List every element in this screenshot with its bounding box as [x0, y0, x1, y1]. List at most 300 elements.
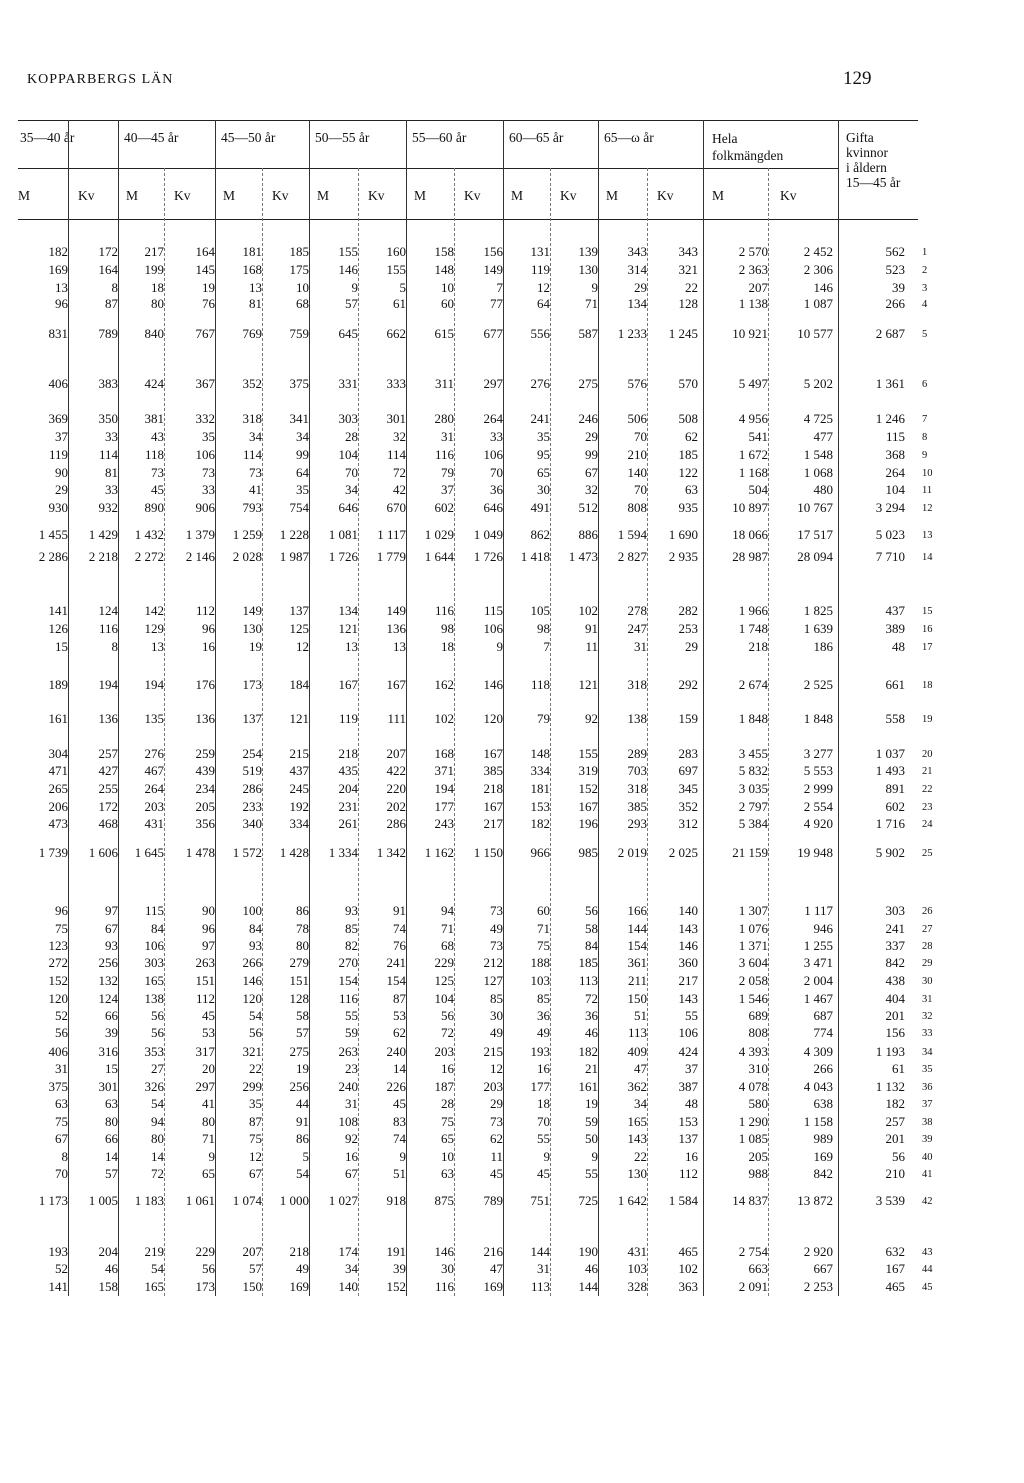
table-cell: 317: [195, 1044, 215, 1059]
row-number: 36: [922, 1082, 933, 1093]
table-cell: 5 202: [803, 376, 833, 391]
table-cell: 808: [627, 500, 647, 515]
table-cell: 1 049: [473, 527, 503, 542]
table-cell: 1 027: [328, 1193, 358, 1208]
table-cell: 49: [296, 1261, 309, 1276]
row-number: 28: [922, 941, 933, 952]
row-number: 17: [922, 642, 933, 653]
sub-heading-m: M: [511, 188, 524, 203]
table-cell: 789: [483, 1193, 503, 1208]
table-cell: 103: [530, 973, 550, 988]
table-cell: 16: [345, 1149, 358, 1164]
row-number: 15: [922, 606, 933, 617]
table-cell: 862: [530, 527, 550, 542]
table-cell: 167: [386, 677, 406, 692]
table-cell: 123: [48, 938, 68, 953]
table-cell: 61: [393, 296, 406, 311]
table-cell: 31: [441, 429, 454, 444]
table-cell: 362: [627, 1079, 647, 1094]
table-cell: 204: [98, 1244, 118, 1259]
table-cell: 102: [434, 711, 454, 726]
table-cell: 2 058: [738, 973, 768, 988]
table-cell: 165: [144, 973, 164, 988]
table-cell: 79: [441, 465, 454, 480]
table-cell: 240: [386, 1044, 406, 1059]
table-cell: 1 290: [738, 1114, 768, 1129]
table-cell: 34: [296, 429, 309, 444]
table-cell: 29: [55, 482, 68, 497]
table-cell: 121: [578, 677, 598, 692]
table-cell: 199: [144, 262, 164, 277]
table-cell: 759: [289, 326, 309, 341]
table-cell: 266: [885, 296, 905, 311]
table-cell: 2 935: [668, 549, 698, 564]
sub-heading-m: M: [606, 188, 619, 203]
table-cell: 103: [627, 1261, 647, 1276]
table-cell: 12: [249, 1149, 262, 1164]
subcolumn-rule: [454, 168, 455, 1296]
table-cell: 11: [585, 639, 598, 654]
table-cell: 264: [483, 411, 503, 426]
table-cell: 8: [61, 1149, 68, 1164]
table-cell: 1 168: [738, 465, 768, 480]
table-cell: 152: [578, 781, 598, 796]
table-cell: 331: [338, 376, 358, 391]
table-cell: 1 606: [88, 845, 118, 860]
table-cell: 1 228: [279, 527, 309, 542]
table-cell: 76: [202, 296, 215, 311]
table-cell: 5 497: [738, 376, 768, 391]
table-cell: 140: [678, 903, 698, 918]
table-cell: 352: [242, 376, 262, 391]
table-cell: 203: [483, 1079, 503, 1094]
table-cell: 12: [490, 1061, 503, 1076]
table-cell: 193: [530, 1044, 550, 1059]
table-cell: 1 193: [875, 1044, 905, 1059]
table-cell: 196: [578, 816, 598, 831]
table-cell: 375: [48, 1079, 68, 1094]
table-cell: 2 272: [134, 549, 164, 564]
table-cell: 51: [634, 1008, 647, 1023]
row-number: 33: [922, 1028, 933, 1039]
table-cell: 12: [296, 639, 309, 654]
table-cell: 4 309: [803, 1044, 833, 1059]
table-cell: 73: [490, 938, 503, 953]
table-cell: 172: [98, 244, 118, 259]
table-cell: 114: [98, 447, 118, 462]
table-cell: 67: [249, 1166, 262, 1181]
table-cell: 3 035: [738, 781, 768, 796]
table-cell: 82: [345, 938, 358, 953]
table-cell: 177: [530, 1079, 550, 1094]
table-cell: 140: [627, 465, 647, 480]
table-cell: 368: [885, 447, 905, 462]
age-group-heading: 65—ω år: [604, 130, 654, 145]
table-cell: 256: [289, 1079, 309, 1094]
sub-heading-m: M: [317, 188, 330, 203]
table-cell: 191: [386, 1244, 406, 1259]
table-cell: 153: [678, 1114, 698, 1129]
table-cell: 148: [530, 746, 550, 761]
table-cell: 1 493: [875, 763, 905, 778]
table-cell: 167: [338, 677, 358, 692]
table-cell: 677: [483, 326, 503, 341]
table-cell: 703: [627, 763, 647, 778]
table-cell: 75: [55, 1114, 68, 1129]
table-cell: 188: [530, 955, 550, 970]
table-cell: 473: [48, 816, 68, 831]
table-cell: 21 159: [732, 845, 768, 860]
table-cell: 155: [386, 262, 406, 277]
table-cell: 99: [585, 447, 598, 462]
table-cell: 48: [685, 1096, 698, 1111]
table-cell: 2 525: [803, 677, 833, 692]
table-cell: 194: [434, 781, 454, 796]
table-cell: 115: [144, 903, 164, 918]
table-cell: 1 158: [803, 1114, 833, 1129]
table-cell: 182: [885, 1096, 905, 1111]
table-cell: 80: [151, 1131, 164, 1146]
row-number: 9: [922, 450, 928, 461]
table-cell: 85: [490, 991, 503, 1006]
table-cell: 2 797: [738, 799, 768, 814]
row-number: 2: [922, 265, 928, 276]
table-cell: 54: [249, 1008, 262, 1023]
column-rule: [215, 120, 216, 1296]
table-cell: 33: [202, 482, 215, 497]
table-cell: 1 162: [424, 845, 454, 860]
table-cell: 2 363: [738, 262, 768, 277]
table-cell: 60: [537, 903, 550, 918]
table-cell: 45: [393, 1096, 406, 1111]
table-cell: 23: [345, 1061, 358, 1076]
table-cell: 35: [296, 482, 309, 497]
table-cell: 46: [585, 1025, 598, 1040]
table-cell: 96: [202, 921, 215, 936]
table-cell: 76: [393, 938, 406, 953]
table-cell: 5 023: [875, 527, 905, 542]
table-cell: 112: [195, 603, 215, 618]
table-cell: 519: [242, 763, 262, 778]
row-number: 4: [922, 299, 928, 310]
table-cell: 113: [627, 1025, 647, 1040]
table-cell: 35: [202, 429, 215, 444]
table-cell: 144: [627, 921, 647, 936]
sub-heading-m: M: [414, 188, 427, 203]
table-cell: 17 517: [797, 527, 833, 542]
table-cell: 1 848: [803, 711, 833, 726]
table-cell: 229: [195, 1244, 215, 1259]
row-number: 23: [922, 802, 933, 813]
table-cell: 406: [48, 376, 68, 391]
table-cell: 92: [345, 1131, 358, 1146]
table-cell: 160: [386, 244, 406, 259]
table-cell: 98: [537, 621, 550, 636]
table-cell: 112: [195, 991, 215, 1006]
table-cell: 194: [98, 677, 118, 692]
table-cell: 935: [678, 500, 698, 515]
sub-heading-kv: Kv: [368, 188, 385, 203]
table-cell: 219: [144, 1244, 164, 1259]
table-cell: 141: [48, 603, 68, 618]
table-cell: 20: [202, 1061, 215, 1076]
table-cell: 57: [345, 296, 358, 311]
table-cell: 1 455: [38, 527, 68, 542]
table-cell: 104: [338, 447, 358, 462]
table-cell: 301: [386, 411, 406, 426]
table-cell: 193: [48, 1244, 68, 1259]
age-group-heading: 60—65 år: [509, 130, 564, 145]
table-cell: 148: [434, 262, 454, 277]
sub-heading-kv: Kv: [560, 188, 577, 203]
table-cell: 1 594: [617, 527, 647, 542]
table-cell: 646: [483, 500, 503, 515]
table-cell: 2 028: [232, 549, 262, 564]
table-cell: 190: [578, 1244, 598, 1259]
table-cell: 9: [351, 280, 358, 295]
subcolumn-rule: [768, 168, 769, 1296]
table-cell: 55: [585, 1166, 598, 1181]
table-cell: 10: [441, 1149, 454, 1164]
table-cell: 16: [202, 639, 215, 654]
table-cell: 632: [885, 1244, 905, 1259]
table-cell: 1 173: [38, 1193, 68, 1208]
table-cell: 891: [885, 781, 905, 796]
table-cell: 1 074: [232, 1193, 262, 1208]
table-cell: 261: [338, 816, 358, 831]
table-cell: 126: [48, 621, 68, 636]
table-cell: 1 068: [803, 465, 833, 480]
table-cell: 87: [249, 1114, 262, 1129]
table-cell: 182: [48, 244, 68, 259]
table-cell: 91: [393, 903, 406, 918]
table-cell: 1 726: [473, 549, 503, 564]
table-cell: 255: [98, 781, 118, 796]
table-cell: 44: [296, 1096, 309, 1111]
table-cell: 2 019: [617, 845, 647, 860]
table-cell: 229: [434, 955, 454, 970]
table-cell: 1 361: [875, 376, 905, 391]
page-number: 129: [843, 68, 872, 89]
table-cell: 32: [393, 429, 406, 444]
table-cell: 105: [530, 603, 550, 618]
table-cell: 45: [537, 1166, 550, 1181]
table-cell: 558: [885, 711, 905, 726]
table-cell: 363: [678, 1279, 698, 1294]
table-cell: 576: [627, 376, 647, 391]
table-cell: 383: [98, 376, 118, 391]
table-cell: 71: [537, 921, 550, 936]
table-cell: 438: [885, 973, 905, 988]
table-cell: 361: [627, 955, 647, 970]
table-cell: 471: [48, 763, 68, 778]
table-cell: 93: [105, 938, 118, 953]
table-cell: 11: [490, 1149, 503, 1164]
table-cell: 297: [195, 1079, 215, 1094]
table-cell: 14: [105, 1149, 118, 1164]
table-cell: 292: [678, 677, 698, 692]
table-cell: 7: [496, 280, 503, 295]
table-cell: 86: [296, 903, 309, 918]
subcolumn-rule: [164, 168, 165, 1296]
table-cell: 116: [434, 603, 454, 618]
table-cell: 422: [386, 763, 406, 778]
table-cell: 318: [242, 411, 262, 426]
table-cell: 77: [490, 296, 503, 311]
table-cell: 1 418: [520, 549, 550, 564]
row-number: 7: [922, 414, 928, 425]
row-number: 40: [922, 1152, 933, 1163]
table-cell: 37: [55, 429, 68, 444]
table-cell: 56: [441, 1008, 454, 1023]
table-cell: 468: [98, 816, 118, 831]
table-cell: 751: [530, 1193, 550, 1208]
table-cell: 41: [249, 482, 262, 497]
table-cell: 1 644: [424, 549, 454, 564]
table-cell: 46: [585, 1261, 598, 1276]
table-cell: 185: [578, 955, 598, 970]
row-number: 24: [922, 819, 933, 830]
table-cell: 48: [892, 639, 905, 654]
sub-heading-m: M: [126, 188, 139, 203]
table-cell: 1 334: [328, 845, 358, 860]
table-cell: 2 687: [875, 326, 905, 341]
table-cell: 282: [678, 603, 698, 618]
table-cell: 687: [813, 1008, 833, 1023]
age-group-heading: 55—60 år: [412, 130, 467, 145]
table-cell: 112: [678, 1166, 698, 1181]
table-cell: 9: [208, 1149, 215, 1164]
table-cell: 60: [441, 296, 454, 311]
table-cell: 480: [813, 482, 833, 497]
table-cell: 465: [678, 1244, 698, 1259]
table-cell: 116: [338, 991, 358, 1006]
table-cell: 83: [393, 1114, 406, 1129]
table-cell: 145: [195, 262, 215, 277]
column-rule: [503, 120, 504, 1296]
table-cell: 134: [627, 296, 647, 311]
table-cell: 218: [483, 781, 503, 796]
table-cell: 72: [393, 465, 406, 480]
table-cell: 14: [151, 1149, 164, 1164]
table-cell: 64: [537, 296, 550, 311]
table-cell: 890: [144, 500, 164, 515]
table-cell: 201: [885, 1131, 905, 1146]
table-cell: 85: [537, 991, 550, 1006]
table-cell: 254: [242, 746, 262, 761]
row-number: 44: [922, 1264, 933, 1275]
table-cell: 367: [195, 376, 215, 391]
table-cell: 15: [105, 1061, 118, 1076]
age-group-heading: 45—50 år: [221, 130, 276, 145]
table-cell: 85: [345, 921, 358, 936]
table-cell: 7 710: [875, 549, 905, 564]
table-cell: 203: [144, 799, 164, 814]
table-cell: 134: [338, 603, 358, 618]
table-cell: 321: [678, 262, 698, 277]
table-cell: 102: [678, 1261, 698, 1276]
table-cell: 310: [748, 1061, 768, 1076]
table-cell: 562: [885, 244, 905, 259]
table-cell: 318: [627, 781, 647, 796]
table-cell: 53: [202, 1025, 215, 1040]
table-cell: 33: [105, 429, 118, 444]
table-cell: 218: [338, 746, 358, 761]
table-cell: 130: [578, 262, 598, 277]
table-cell: 1 255: [803, 938, 833, 953]
table-cell: 165: [144, 1279, 164, 1294]
table-cell: 13 872: [797, 1193, 833, 1208]
table-cell: 73: [490, 903, 503, 918]
table-cell: 9: [496, 639, 503, 654]
table-cell: 404: [885, 991, 905, 1006]
table-cell: 155: [338, 244, 358, 259]
table-cell: 246: [578, 411, 598, 426]
table-cell: 28 987: [732, 549, 768, 564]
table-cell: 1 726: [328, 549, 358, 564]
table-cell: 156: [483, 244, 503, 259]
table-cell: 280: [434, 411, 454, 426]
table-cell: 263: [195, 955, 215, 970]
table-cell: 50: [585, 1131, 598, 1146]
column-rule: [703, 120, 704, 1296]
table-cell: 1 966: [738, 603, 768, 618]
table-cell: 68: [441, 938, 454, 953]
table-cell: 245: [289, 781, 309, 796]
table-cell: 173: [195, 1279, 215, 1294]
page-running-title: KOPPARBERGS LÄN: [27, 72, 174, 87]
table-cell: 508: [678, 411, 698, 426]
table-cell: 67: [345, 1166, 358, 1181]
table-cell: 3 294: [875, 500, 905, 515]
table-cell: 10 767: [797, 500, 833, 515]
table-cell: 75: [537, 938, 550, 953]
table-cell: 1 246: [875, 411, 905, 426]
table-cell: 353: [144, 1044, 164, 1059]
row-number: 18: [922, 680, 933, 691]
table-cell: 13: [55, 280, 68, 295]
table-cell: 350: [98, 411, 118, 426]
table-cell: 203: [434, 1044, 454, 1059]
table-cell: 164: [98, 262, 118, 277]
table-cell: 2 091: [738, 1279, 768, 1294]
table-cell: 220: [386, 781, 406, 796]
table-cell: 3 539: [875, 1193, 905, 1208]
table-cell: 4 956: [738, 411, 768, 426]
row-number: 12: [922, 503, 933, 514]
table-cell: 70: [55, 1166, 68, 1181]
table-cell: 128: [678, 296, 698, 311]
table-cell: 146: [242, 973, 262, 988]
table-cell: 1 748: [738, 621, 768, 636]
table-cell: 29: [490, 1096, 503, 1111]
column-rule: [598, 120, 599, 1296]
table-cell: 275: [578, 376, 598, 391]
table-cell: 1 005: [88, 1193, 118, 1208]
table-cell: 167: [483, 746, 503, 761]
column-rule: [406, 120, 407, 1296]
table-cell: 120: [483, 711, 503, 726]
table-cell: 270: [338, 955, 358, 970]
table-cell: 16: [537, 1061, 550, 1076]
table-cell: 1 672: [738, 447, 768, 462]
table-cell: 2 452: [803, 244, 833, 259]
table-cell: 55: [537, 1131, 550, 1146]
table-cell: 1 150: [473, 845, 503, 860]
table-cell: 149: [483, 262, 503, 277]
table-cell: 115: [483, 603, 503, 618]
row-number: 43: [922, 1247, 933, 1258]
